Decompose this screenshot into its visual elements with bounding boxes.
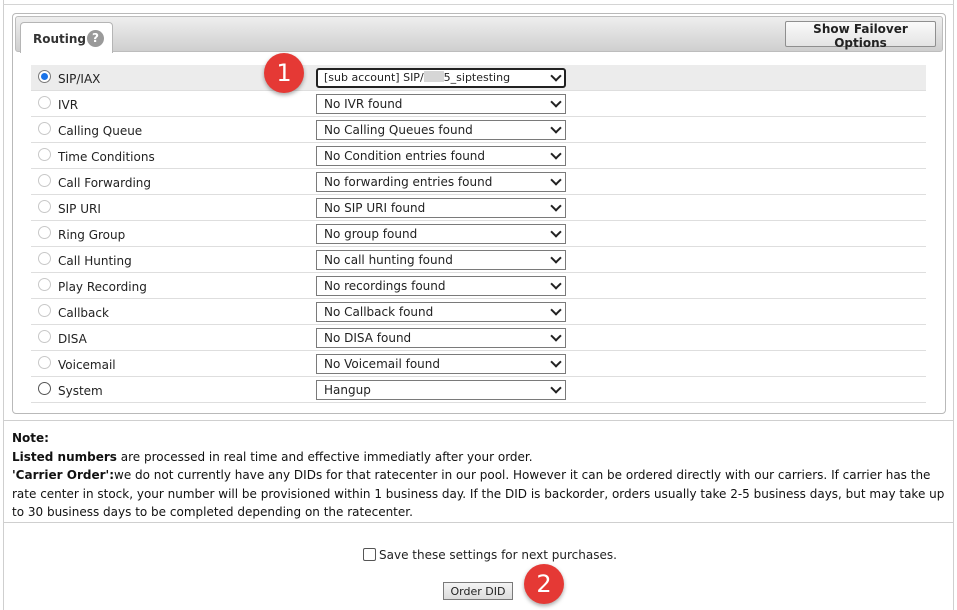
save-settings-label[interactable]: Save these settings for next purchases. <box>379 548 617 562</box>
help-icon[interactable]: ? <box>87 30 104 47</box>
route-label: System <box>58 384 103 398</box>
chevron-down-icon <box>550 252 561 263</box>
carrier-order-label: 'Carrier Order': <box>12 468 114 482</box>
route-label: Call Hunting <box>58 254 132 268</box>
chevron-down-icon <box>550 278 561 289</box>
radio-call-hunting[interactable] <box>38 252 51 265</box>
route-label: Voicemail <box>58 358 116 372</box>
route-row-time-conditions <box>31 143 926 169</box>
select-value: No DISA found <box>324 331 412 345</box>
listed-numbers-label: Listed numbers <box>12 449 117 464</box>
route-label: Call Forwarding <box>58 176 152 190</box>
radio-play-recording[interactable] <box>38 278 51 291</box>
radio-calling-queue[interactable] <box>38 122 51 135</box>
radio-time-conditions[interactable] <box>38 148 51 161</box>
chevron-down-icon <box>550 304 561 315</box>
select-value: No Condition entries found <box>324 149 486 163</box>
order-did-button[interactable]: Order DID <box>443 582 513 600</box>
note-section <box>12 429 947 522</box>
select-value: No SIP URI found <box>324 201 426 215</box>
route-row-call-forwarding <box>31 169 926 195</box>
select-value: No IVR found <box>324 97 403 111</box>
route-row-ivr <box>31 91 926 117</box>
route-row-callback <box>31 299 926 325</box>
top-divider <box>3 4 954 5</box>
note-title: Note: <box>12 431 49 445</box>
routing-options-table <box>31 65 926 403</box>
system-select[interactable] <box>316 380 566 400</box>
radio-sip-uri[interactable] <box>38 200 51 213</box>
route-label: Time Conditions <box>58 150 155 164</box>
calling-queue-select[interactable] <box>316 120 566 140</box>
route-row-system <box>31 377 926 403</box>
tab-bar <box>15 16 943 52</box>
route-row-call-hunting <box>31 247 926 273</box>
select-value: No forwarding entries found <box>324 175 493 189</box>
redacted-blur <box>424 71 444 82</box>
save-settings-checkbox[interactable] <box>363 548 376 561</box>
show-failover-options-button[interactable]: Show Failover Options <box>785 21 936 47</box>
select-value: No call hunting found <box>324 253 453 267</box>
chevron-down-icon <box>550 330 561 341</box>
chevron-down-icon <box>550 122 561 133</box>
radio-sip-iax[interactable] <box>38 70 51 83</box>
chevron-down-icon <box>550 70 561 81</box>
callback-select[interactable] <box>316 302 566 322</box>
route-label: DISA <box>58 332 87 346</box>
route-label: Callback <box>58 306 109 320</box>
carrier-order-text: we do not currently have any DIDs for that ratecenter in our pool. However it can be ordered directly with our carriers. If carrier has the rate center in stock, your number will be provisioned within 1 business day. If the DID is backorder, orders usually take 2-5 business days, but may take up to 30 business days to be completed depending on the ratecenter. <box>12 468 945 519</box>
ivr-select[interactable] <box>316 94 566 114</box>
select-value-suffix: 5_siptesting <box>443 71 511 84</box>
play-recording-select[interactable] <box>316 276 566 296</box>
chevron-down-icon <box>550 226 561 237</box>
radio-system[interactable] <box>38 382 51 395</box>
sip-iax-select[interactable] <box>316 68 566 88</box>
voicemail-select[interactable] <box>316 354 566 374</box>
route-row-voicemail <box>31 351 926 377</box>
route-label: Play Recording <box>58 280 147 294</box>
route-row-sip-iax <box>31 65 926 91</box>
route-row-play-recording <box>31 273 926 299</box>
chevron-down-icon <box>550 148 561 159</box>
ring-group-select[interactable] <box>316 224 566 244</box>
select-value-prefix: [sub account] SIP/ <box>324 71 424 84</box>
radio-callback[interactable] <box>38 304 51 317</box>
callout-badge-2: 2 <box>524 564 564 604</box>
select-value: No Callback found <box>324 305 434 319</box>
chevron-down-icon <box>550 96 561 107</box>
radio-ring-group[interactable] <box>38 226 51 239</box>
select-value: Hangup <box>324 383 371 397</box>
route-row-calling-queue <box>31 117 926 143</box>
listed-numbers-text: are processed in real time and effective immediatly after your order. <box>116 449 533 464</box>
select-value: No group found <box>324 227 418 241</box>
route-label: SIP/IAX <box>58 72 101 86</box>
route-row-sip-uri <box>31 195 926 221</box>
tab-routing[interactable] <box>20 22 113 53</box>
select-value: No Voicemail found <box>324 357 440 371</box>
chevron-down-icon <box>550 174 561 185</box>
call-forwarding-select[interactable] <box>316 172 566 192</box>
radio-ivr[interactable] <box>38 96 51 109</box>
route-row-disa <box>31 325 926 351</box>
radio-call-forwarding[interactable] <box>38 174 51 187</box>
routing-panel <box>12 13 946 414</box>
bottom-divider <box>3 522 954 523</box>
chevron-down-icon <box>550 200 561 211</box>
select-value: No Calling Queues found <box>324 123 473 137</box>
save-settings-row <box>363 548 617 562</box>
sip-uri-select[interactable] <box>316 198 566 218</box>
route-row-ring-group <box>31 221 926 247</box>
radio-voicemail[interactable] <box>38 356 51 369</box>
tab-routing-label: Routing <box>33 32 87 46</box>
call-hunting-select[interactable] <box>316 250 566 270</box>
route-label: Calling Queue <box>58 124 143 138</box>
route-label: IVR <box>58 98 79 112</box>
chevron-down-icon <box>550 382 561 393</box>
chevron-down-icon <box>550 356 561 367</box>
disa-select[interactable] <box>316 328 566 348</box>
time-conditions-select[interactable] <box>316 146 566 166</box>
route-label: SIP URI <box>58 202 101 216</box>
radio-disa[interactable] <box>38 330 51 343</box>
callout-badge-1: 1 <box>264 53 304 93</box>
select-value: No recordings found <box>324 279 446 293</box>
route-label: Ring Group <box>58 228 126 242</box>
note-divider <box>3 420 954 421</box>
